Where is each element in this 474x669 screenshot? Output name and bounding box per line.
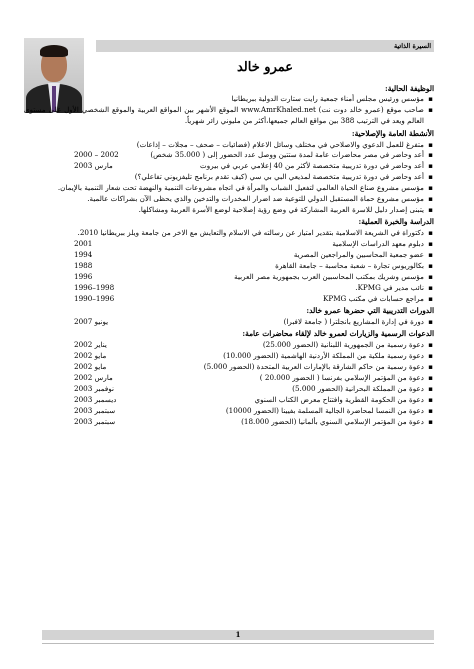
list-item: ▪ صاحب موقع (عمرو خالد دوت نت) www.AmrKhaled.net الموقع الأشهر بين المواقع العربية والموقع الشخصي الأول على مستوى العالم ويعد في الترتيب 388 بين مواقع العالم جميعها،أكثر من مليوني زائر شهرياً. xyxy=(24,105,434,127)
footer-divider xyxy=(42,643,434,644)
list-item: ▪ أعد وحاضر في دورة تدريبية متخصصة لمذيعي البي بي سي (كيف تقدم برنامج تليفزيوني تفاعلي؟) xyxy=(24,172,434,183)
list-item: ▪ دعوة من الحكومة القطرية وافتتاح معرض الكتاب السنوي ديسمبر 2003 xyxy=(24,395,434,406)
item-date: 2000 – 2002 xyxy=(74,150,119,160)
list-item: ▪ مؤسس مشروع حماة المستقبل الدولي للتوعية ضد اضرار المخدرات والتدخين والذي يحظى الآن بشراكات عالمية. xyxy=(24,194,434,205)
list-item: ▪ دبلوم معهد الدراسات الإسلامية 2001 xyxy=(24,239,434,250)
section-title-training: الدورات التدريبية التي حضرها عمرو خالد: xyxy=(306,306,434,316)
page-number: 1 xyxy=(42,630,434,640)
list-item: ▪ دكتوراة في الشريعة الاسلامية بتقدير امتياز عن رسالته في الاسلام والتعايش مع الاخر من جامعة ويلز ببريطانيا 2010. xyxy=(24,228,434,239)
item-date: مارس 2003 xyxy=(74,161,113,171)
list-item: ▪ أعد وحاضر في دورة تدريبية متخصصة لأكثر من 40 إعلامي عربي في بيروت مارس 2003 xyxy=(24,161,434,172)
section-title-current-job: الوظيفة الحالية: xyxy=(384,83,434,93)
section-title-education: الدراسة والخبرة العملية: xyxy=(358,217,434,227)
list-item: ▪ عضو جمعية المحاسبين والمراجعين المصرية 1994 xyxy=(24,250,434,261)
list-item: ▪ دعوة من المؤتمر الإسلامي السنوي بألمانيا (الحضور 18.000) سبتمبر 2003 xyxy=(24,417,434,428)
list-item: ▪ دعوة من المؤتمر الإسلامي بفرنسا ( الحضور 20.000 ) مارس 2002 xyxy=(24,373,434,384)
list-item: ▪ متفرغ للعمل الدعوي والاصلاحي في مختلف وسائل الاعلام (فضائيات – صحف – مجلات – إذاعات) xyxy=(24,140,434,151)
list-item: ▪ نائب مدير في KPMG. 1996–1998 xyxy=(24,283,434,294)
list-item: ▪ دعوة رسمية من الجمهورية اللبنانية (الحضور 25.000) يناير 2002 xyxy=(24,340,434,351)
item-date: 1988 xyxy=(74,261,93,270)
item-date: 2001 xyxy=(74,239,93,249)
item-date: 1994 xyxy=(74,250,93,260)
list-item: ▪ دورة في إدارة المشاريع بانجلترا ( جامعة لافبرا) يونيو 2007 xyxy=(24,317,434,328)
section-title-activities: الأنشطة العامة والإصلاحية: xyxy=(351,128,434,138)
item-date: سبتمبر 2003 xyxy=(74,405,116,415)
list-item: ▪ دعوة رسمية من حاكم الشارقة بالإمارات العربية المتحدة (الحضور 5.000) مايو 2002 xyxy=(24,362,434,373)
cv-content xyxy=(24,82,434,428)
item-date: مايو 2002 xyxy=(74,351,107,361)
list-item: ▪ بكالوريوس تجارة – شعبة محاسبة – جامعة القاهرة 1988 xyxy=(24,261,434,272)
list-item: ▪ دعوة من النمسا لمحاضرة الجالية المسلمة بفيينا (الحضور 10000) سبتمبر 2003 xyxy=(24,406,434,417)
list-item: ▪ مؤسس ورئيس مجلس أمناء جمعية رايت ستارت الدولية ببريطانيا xyxy=(24,94,434,105)
item-date: سبتمبر 2003 xyxy=(74,416,116,426)
item-date: 1996–1998 xyxy=(74,282,115,292)
profile-name: عمرو خالد xyxy=(236,60,294,75)
item-date: يونيو 2007 xyxy=(74,317,109,327)
list-item: ▪ مراجع حسابات في مكتب KPMG 1990–1996 xyxy=(24,294,434,305)
header-bar xyxy=(96,40,434,52)
list-item: ▪ مؤسس مشروع صناع الحياة العالمي لتفعيل الشباب والمرأة في اتجاه مشروعات التنمية والنهضة تحت شعار التنمية بالإيمان. xyxy=(24,183,434,194)
header-title: السيرة الذاتية xyxy=(393,42,431,50)
section-title-invitations: الدعوات الرسمية والزيارات لعمرو خالد لإلقاء محاضرات عامة: xyxy=(242,329,434,339)
item-date: 1990–1996 xyxy=(74,293,115,303)
item-date: 1996 xyxy=(74,271,93,281)
list-item: ▪ أعد وحاضر في مصر محاضرات عامة لمدة ستتين ووصل عدد الحضور إلى ( 35.000 شخص) 2000 – 2002 xyxy=(24,150,434,161)
item-date: ديسمبر 2003 xyxy=(74,394,117,404)
list-item: ▪ مؤسس وشريك بمكتب المحاسبين العرب بجمهورية مصر العربية 1996 xyxy=(24,272,434,283)
item-date: مايو 2002 xyxy=(74,362,107,372)
list-item: ▪ دعوة رسمية ملكية من المملكة الأردنية الهاشمية (الحضور 10.000) مايو 2002 xyxy=(24,351,434,362)
item-date: مارس 2002 xyxy=(74,373,113,383)
list-item: ▪ يتبنى إصدار دليل للاسرة العربية المشاركة في وضع رؤية إصلاحية لوضع الأسرة العربية ومشاكلها. xyxy=(24,205,434,216)
list-item: ▪ دعوة من المملكة البحرانية (الحضور 5.000) نوفمبر 2003 xyxy=(24,384,434,395)
item-date: نوفمبر 2003 xyxy=(74,383,115,393)
item-date: يناير 2002 xyxy=(74,340,107,350)
